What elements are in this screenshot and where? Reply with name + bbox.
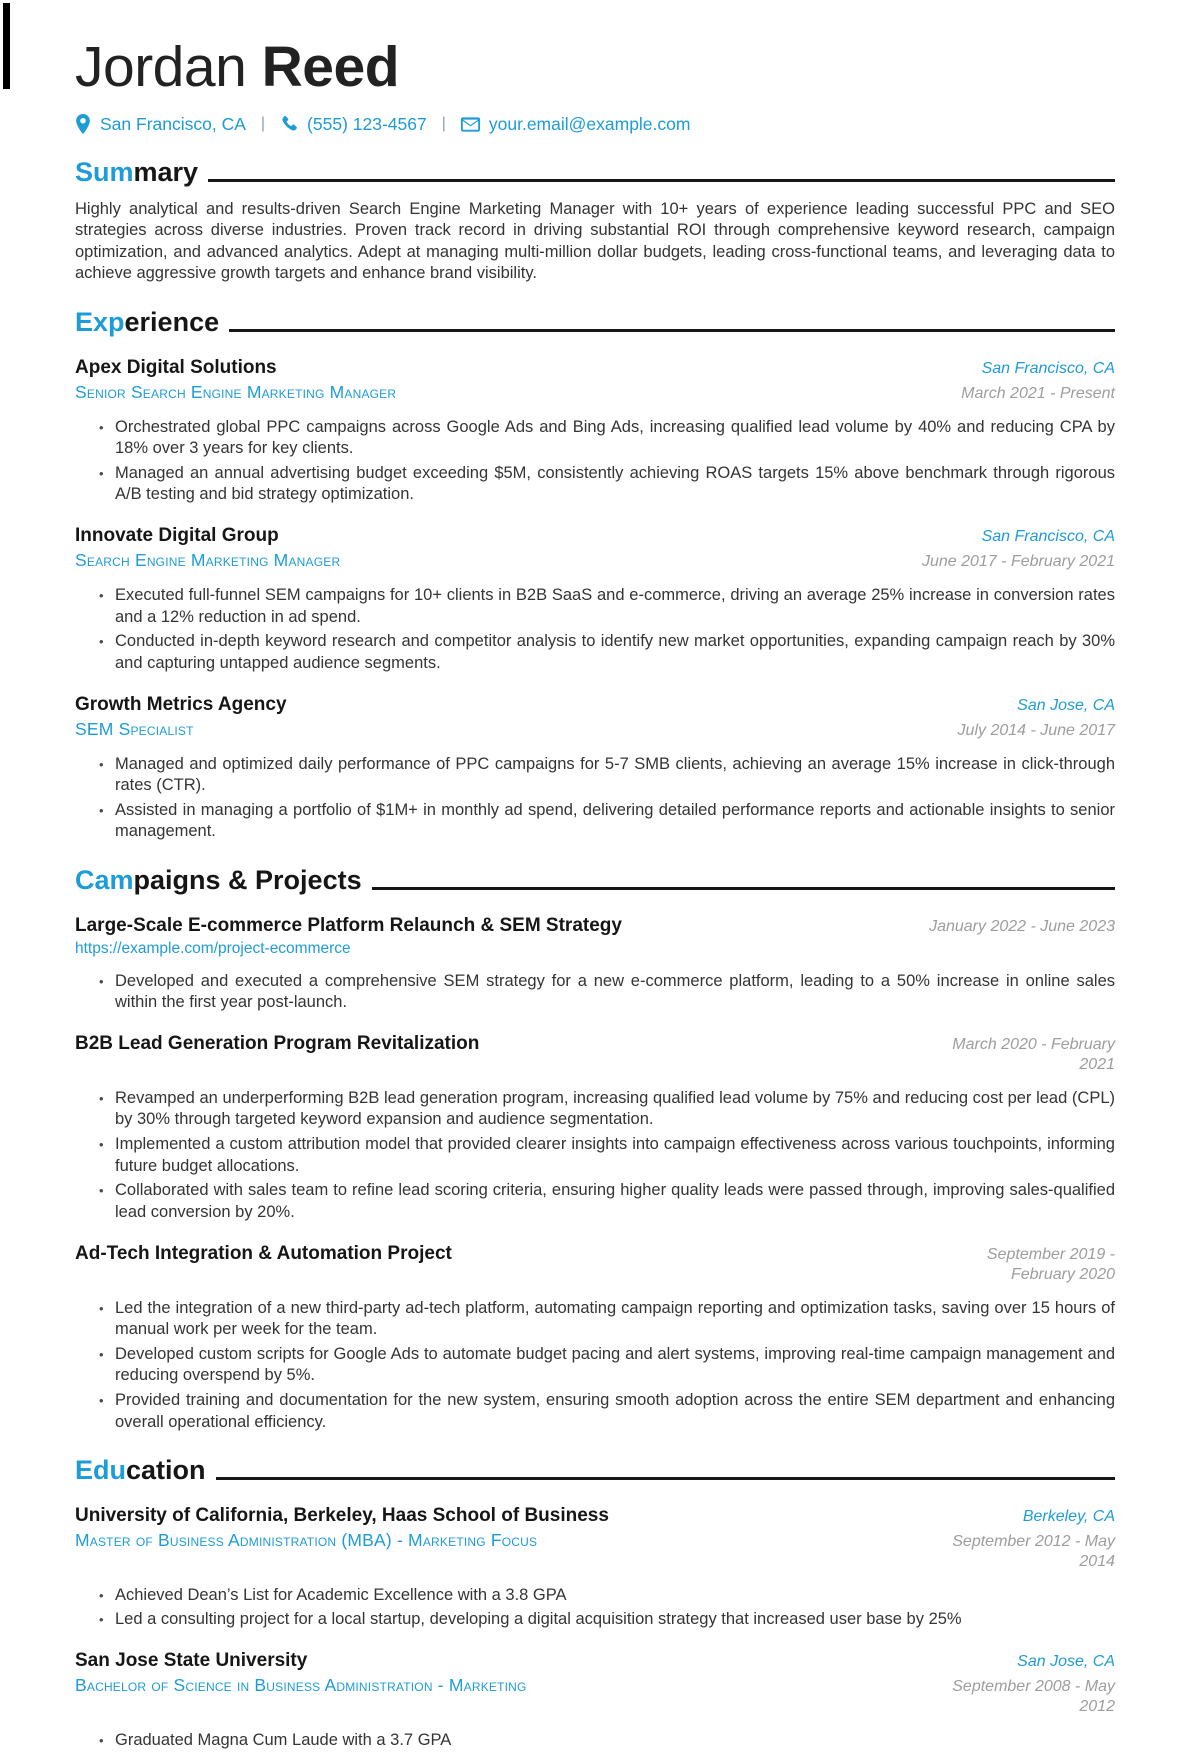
person-name <box>75 35 1115 99</box>
phone-icon <box>280 115 298 133</box>
section-title-accent: Sum <box>75 156 134 187</box>
location-text: San Francisco, CA <box>100 113 246 134</box>
campaigns-projects-entry <box>75 915 1115 1014</box>
section-experience <box>75 308 1115 843</box>
section-entries <box>75 1505 1115 1752</box>
bullet-item: • Managed and optimized daily performance of PPC campaigns for 5-7 SMB clients, achieving an average 15% increase in click-through rates (CTR). <box>115 754 1115 797</box>
bullet-item: • Provided training and documentation for the new system, ensuring smooth adoption across the entire SEM department and enhancing overall operational efficiency. <box>115 1390 1115 1433</box>
contact-separator: | <box>441 115 446 133</box>
bullet-item: • Collaborated with sales team to refine lead scoring criteria, ensuring higher quality leads were passed through, improving sales-qualified lead conversion by 20%. <box>115 1180 1115 1223</box>
bullet-item: • Assisted in managing a portfolio of $1M+ in monthly ad spend, delivering detailed performance reports and actionable insights to senior management. <box>115 800 1115 843</box>
envelope-icon <box>461 117 480 132</box>
section-heading <box>75 158 1115 188</box>
campaigns-projects-entry <box>75 1243 1115 1434</box>
bullet-item: • Developed and executed a comprehensive SEM strategy for a new e-commerce platform, leading to a 50% increase in online sales within the first year post-launch. <box>115 971 1115 1014</box>
bullet-list <box>75 971 1115 1014</box>
entry-role: Senior Search Engine Marketing Manager <box>75 381 397 402</box>
entry-location: Berkeley, CA <box>1022 1507 1115 1525</box>
bullet-item: • Achieved Dean’s List for Academic Excellence with a 3.8 GPA <box>115 1585 1115 1607</box>
section-education <box>75 1456 1115 1752</box>
section-heading <box>75 308 1115 338</box>
section-title-rest: cation <box>126 1455 206 1486</box>
location-pin-icon <box>75 114 91 134</box>
heading-rule <box>216 1477 1115 1480</box>
resume-body <box>75 158 1115 1752</box>
bullet-item: • Graduated Magna Cum Laude with a 3.7 GPA <box>115 1730 1115 1752</box>
bullet-list <box>75 417 1115 506</box>
bullet-item: • Orchestrated global PPC campaigns across Google Ads and Bing Ads, increasing qualified lead volume by 40% and reducing CPA by 18% over 3 years for key clients. <box>115 417 1115 460</box>
section-heading <box>75 1456 1115 1486</box>
email-text: your.email@example.com <box>488 113 691 134</box>
bullet-list <box>75 585 1115 674</box>
entry-role: Master of Business Administration (MBA) - Marketing Focus <box>75 1529 538 1550</box>
section-campaigns-projects <box>75 866 1115 1433</box>
bullet-item: • Developed custom scripts for Google Ads to automate budget pacing and alert systems, improving real-time campaign management and reducing overspend by 5%. <box>115 1344 1115 1387</box>
contact-email[interactable] <box>461 114 691 135</box>
entry-title: Ad-Tech Integration & Automation Project <box>75 1242 452 1264</box>
section-title-rest: erience <box>124 306 220 337</box>
section-summary <box>75 158 1115 285</box>
entry-role: Bachelor of Science in Business Administration - Marketing <box>75 1675 527 1696</box>
contact-phone[interactable] <box>280 114 427 135</box>
entry-dates: September 2008 - May 2012 <box>952 1678 1115 1716</box>
experience-entry <box>75 525 1115 674</box>
bullet-list <box>75 1730 1115 1752</box>
heading-rule <box>372 887 1115 890</box>
education-entry <box>75 1505 1115 1631</box>
entry-location: San Francisco, CA <box>981 359 1115 377</box>
entry-title: Growth Metrics Agency <box>75 693 287 715</box>
section-entries <box>75 357 1115 843</box>
section-title-accent: Edu <box>75 1455 126 1486</box>
entry-title: Apex Digital Solutions <box>75 356 277 378</box>
summary-text: Highly analytical and results-driven Search Engine Marketing Manager with 10+ years of experience leading successful PPC and SEO strategies across diverse industries. Proven track record in driving substantial ROI through comprehensive keyword research, campaign optimization, and advanced analytics. Adept at managing multi-million dollar budgets, leading cross-functional teams, and leveraging data to achieve aggressive growth targets and enhance brand visibility. <box>75 199 1115 283</box>
contact-location <box>75 114 246 135</box>
section-title-rest: paigns & Projects <box>133 864 362 895</box>
entry-dates: January 2022 - June 2023 <box>929 917 1115 935</box>
heading-rule <box>229 329 1115 332</box>
entry-dates: September 2019 - February 2020 <box>986 1245 1115 1283</box>
bullet-item: • Managed an annual advertising budget exceeding $5M, consistently achieving ROAS targets 15% above benchmark through rigorous A/B testing and bid strategy optimization. <box>115 463 1115 506</box>
contact-separator: | <box>260 115 266 133</box>
entry-title: B2B Lead Generation Program Revitalization <box>75 1032 480 1054</box>
entry-title: San Jose State University <box>75 1650 308 1672</box>
section-title-rest: mary <box>133 156 199 187</box>
bullet-list <box>75 1298 1115 1434</box>
experience-entry <box>75 357 1115 506</box>
entry-dates: March 2021 - Present <box>961 384 1115 402</box>
entry-title: Innovate Digital Group <box>75 525 279 547</box>
section-title-accent: Cam <box>75 864 134 895</box>
last-name: Reed <box>261 35 400 99</box>
bullet-item: • Revamped an underperforming B2B lead generation program, increasing qualified lead volume by 75% and reducing cost per lead (CPL) by 30% through targeted keyword expansion and audience segmentation. <box>115 1088 1115 1131</box>
entry-role: Search Engine Marketing Manager <box>75 550 341 571</box>
phone-text: (555) 123-4567 <box>307 113 427 134</box>
bullet-list <box>75 1088 1115 1224</box>
section-heading <box>75 866 1115 896</box>
experience-entry <box>75 694 1115 843</box>
bullet-item: • Executed full-funnel SEM campaigns for 10+ clients in B2B SaaS and e-commerce, driving an average 25% increase in conversion rates and a 12% reduction in ad spend. <box>115 585 1115 628</box>
education-entry <box>75 1650 1115 1752</box>
entry-dates: September 2012 - May 2014 <box>952 1532 1115 1570</box>
entry-title: University of California, Berkeley, Haas School of Business <box>75 1504 609 1526</box>
entry-dates: March 2020 - February 2021 <box>952 1035 1115 1073</box>
entry-dates: July 2014 - June 2017 <box>957 721 1115 739</box>
entry-link[interactable]: https://example.com/project-ecommerce <box>75 939 351 957</box>
bullet-list <box>75 754 1115 843</box>
entry-role: SEM Specialist <box>75 718 194 739</box>
entry-location: San Francisco, CA <box>981 528 1115 546</box>
entry-title: Large-Scale E-commerce Platform Relaunch & SEM Strategy <box>75 914 622 936</box>
bullet-list <box>75 1585 1115 1631</box>
header <box>75 35 1115 135</box>
bullet-item: • Implemented a custom attribution model that provided clearer insights into campaign effectiveness across various touchpoints, informing future budget allocations. <box>115 1134 1115 1177</box>
bullet-item: • Conducted in-depth keyword research and competitor analysis to identify new market opportunities, expanding campaign reach by 30% and capturing untapped audience segments. <box>115 631 1115 674</box>
section-title-accent: Exp <box>75 306 125 337</box>
campaigns-projects-entry <box>75 1033 1115 1224</box>
page-edge-mark <box>3 3 10 89</box>
bullet-item: • Led a consulting project for a local startup, developing a digital acquisition strategy that increased user base by 25% <box>115 1609 1115 1631</box>
heading-rule <box>208 179 1115 182</box>
first-name: Jordan <box>75 35 247 99</box>
entry-location: San Jose, CA <box>1017 1653 1115 1671</box>
bullet-item: • Led the integration of a new third-party ad-tech platform, automating campaign reporting and optimization tasks, saving over 15 hours of manual work per week for the team. <box>115 1298 1115 1341</box>
contact-row <box>75 114 1115 135</box>
entry-location: San Jose, CA <box>1017 696 1115 714</box>
section-entries <box>75 199 1115 285</box>
section-entries <box>75 915 1115 1434</box>
entry-dates: June 2017 - February 2021 <box>921 553 1115 571</box>
